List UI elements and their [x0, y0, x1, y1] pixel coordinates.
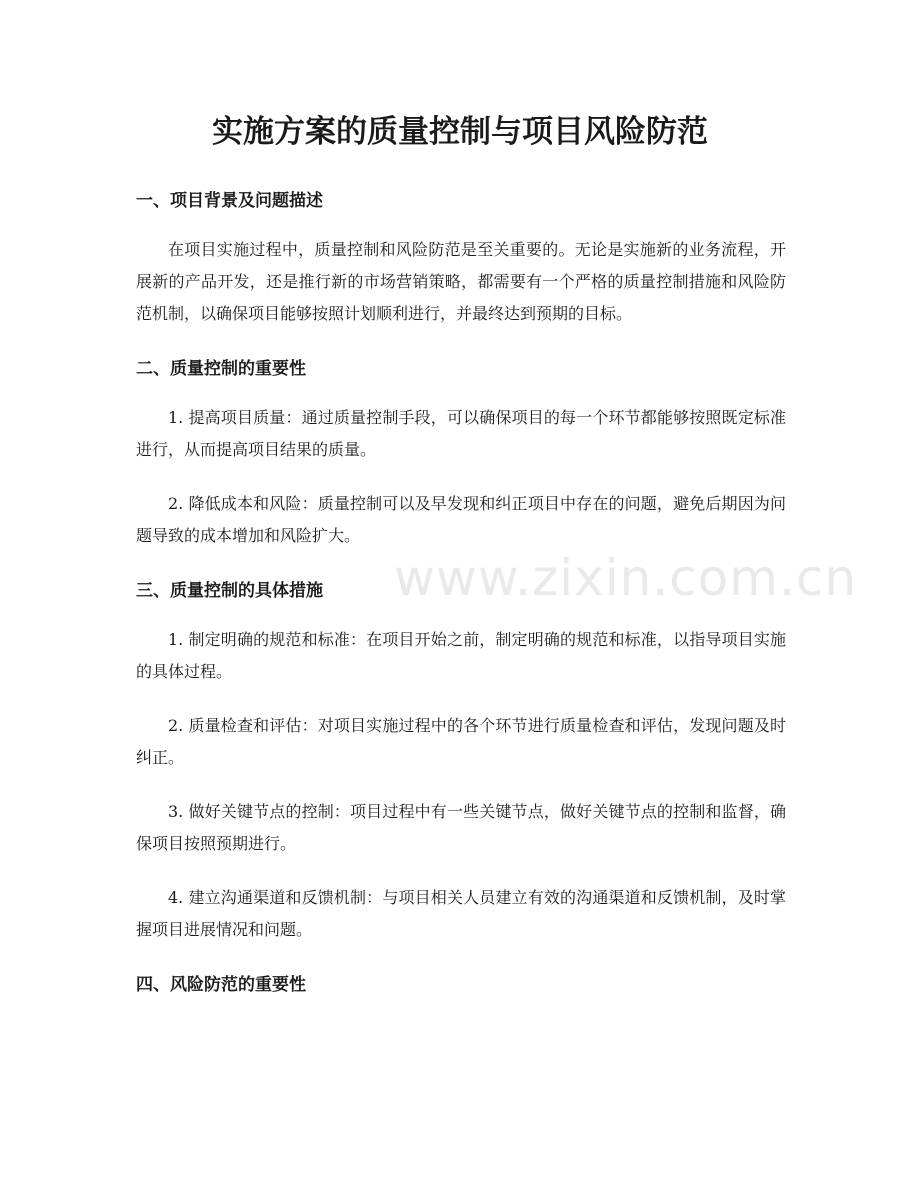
paragraph: 2. 降低成本和风险：质量控制可以及早发现和纠正项目中存在的问题，避免后期因为问题导致的成本增加和风险扩大。 — [136, 494, 786, 545]
paragraph: 1. 制定明确的规范和标准：在项目开始之前，制定明确的规范和标准，以指导项目实施的具体过程。 — [136, 630, 786, 681]
section-heading: 四、风险防范的重要性 — [136, 975, 306, 995]
document-title: 实施方案的质量控制与项目风险防范 — [212, 114, 708, 150]
section-quality-measures — [136, 574, 786, 946]
paragraph: 4. 建立沟通渠道和反馈机制：与项目相关人员建立有效的沟通渠道和反馈机制，及时掌握项目进展情况和问题。 — [136, 888, 786, 939]
paragraph: 3. 做好关键节点的控制：项目过程中有一些关键节点，做好关键节点的控制和监督，确保项目按照预期进行。 — [136, 802, 786, 853]
paragraph: 1. 提高项目质量：通过质量控制手段，可以确保项目的每一个环节都能够按照既定标准进行，从而提高项目结果的质量。 — [136, 408, 786, 459]
section-heading: 二、质量控制的重要性 — [136, 359, 306, 379]
paragraph: 2. 质量检查和评估：对项目实施过程中的各个环节进行质量检查和评估，发现问题及时纠正。 — [136, 716, 786, 767]
document-body — [136, 184, 786, 1018]
section-heading: 三、质量控制的具体措施 — [136, 581, 323, 601]
section-quality-importance — [136, 352, 786, 552]
section-heading: 一、项目背景及问题描述 — [136, 191, 323, 211]
paragraph: 在项目实施过程中，质量控制和风险防范是至关重要的。无论是实施新的业务流程，开展新的产品开发，还是推行新的市场营销策略，都需要有一个严格的质量控制措施和风险防范机制，以确保项目能够按照计划顺利进行，并最终达到预期的目标。 — [136, 240, 786, 323]
section-risk-importance — [136, 968, 786, 1002]
watermark: www.zixin.com.cn — [394, 549, 858, 607]
section-background — [136, 184, 786, 330]
